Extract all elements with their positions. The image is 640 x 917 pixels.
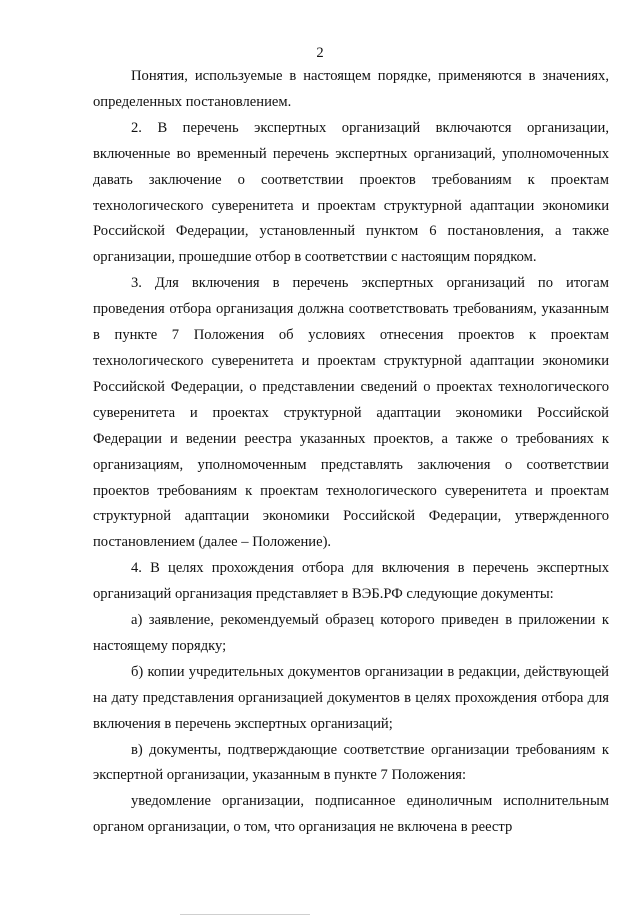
scan-artifact — [180, 914, 310, 915]
paragraph-item-3: 3. Для включения в перечень экспертных организаций по итогам проведения отбора организация должна соответствовать требованиям, указанным в пункте 7 Положения об условиях отнесения проектов к проектам технологического суверенитета и проектам структурной адаптации экономики Российской Федерации, о представлении сведений о проектах технологического суверенитета и проектах структурной адаптации экономики Российской Федерации и ведении реестра указанных проектов, а также о требованиях к организациям, уполномоченным представлять заключения о соответствии проектов требованиям к проектам технологического суверенитета и проектам структурной адаптации экономики Российской Федерации, утвержденного постановлением (далее – Положение). — [93, 275, 609, 551]
document-body — [93, 64, 609, 841]
paragraph-item-2: 2. В перечень экспертных организаций включаются организации, включенные во временный перечень экспертных организаций, уполномоченных давать заключение о соответствии проектов требованиям к проектам технологического суверенитета и проектам структурной адаптации экономики Российской Федерации, установленный пунктом 6 постановления, а также организации, прошедшие отбор в соответствии с настоящим порядком. — [93, 119, 609, 266]
page-number: 2 — [316, 45, 324, 61]
paragraph-item-4v: в) документы, подтверждающие соответствие организации требованиям к экспертной организации, указанным в пункте 7 Положения: — [93, 741, 609, 784]
paragraph-definitions: Понятия, используемые в настоящем порядке, применяются в значениях, определенных постановлением. — [93, 68, 609, 110]
paragraph-notification: уведомление организации, подписанное единоличным исполнительным органом организации, о том, что организация не включена в реестр — [93, 793, 609, 836]
paragraph-item-4a: а) заявление, рекомендуемый образец которого приведен в приложении к настоящему порядку; — [93, 612, 609, 654]
paragraph-item-4: 4. В целях прохождения отбора для включения в перечень экспертных организаций организация представляет в ВЭБ.РФ следующие документы: — [93, 560, 609, 603]
paragraph-item-4b: б) копии учредительных документов организации в редакции, действующей на дату представления организацией документов в целях прохождения отбора для включения в перечень экспертных организаций; — [93, 663, 609, 732]
